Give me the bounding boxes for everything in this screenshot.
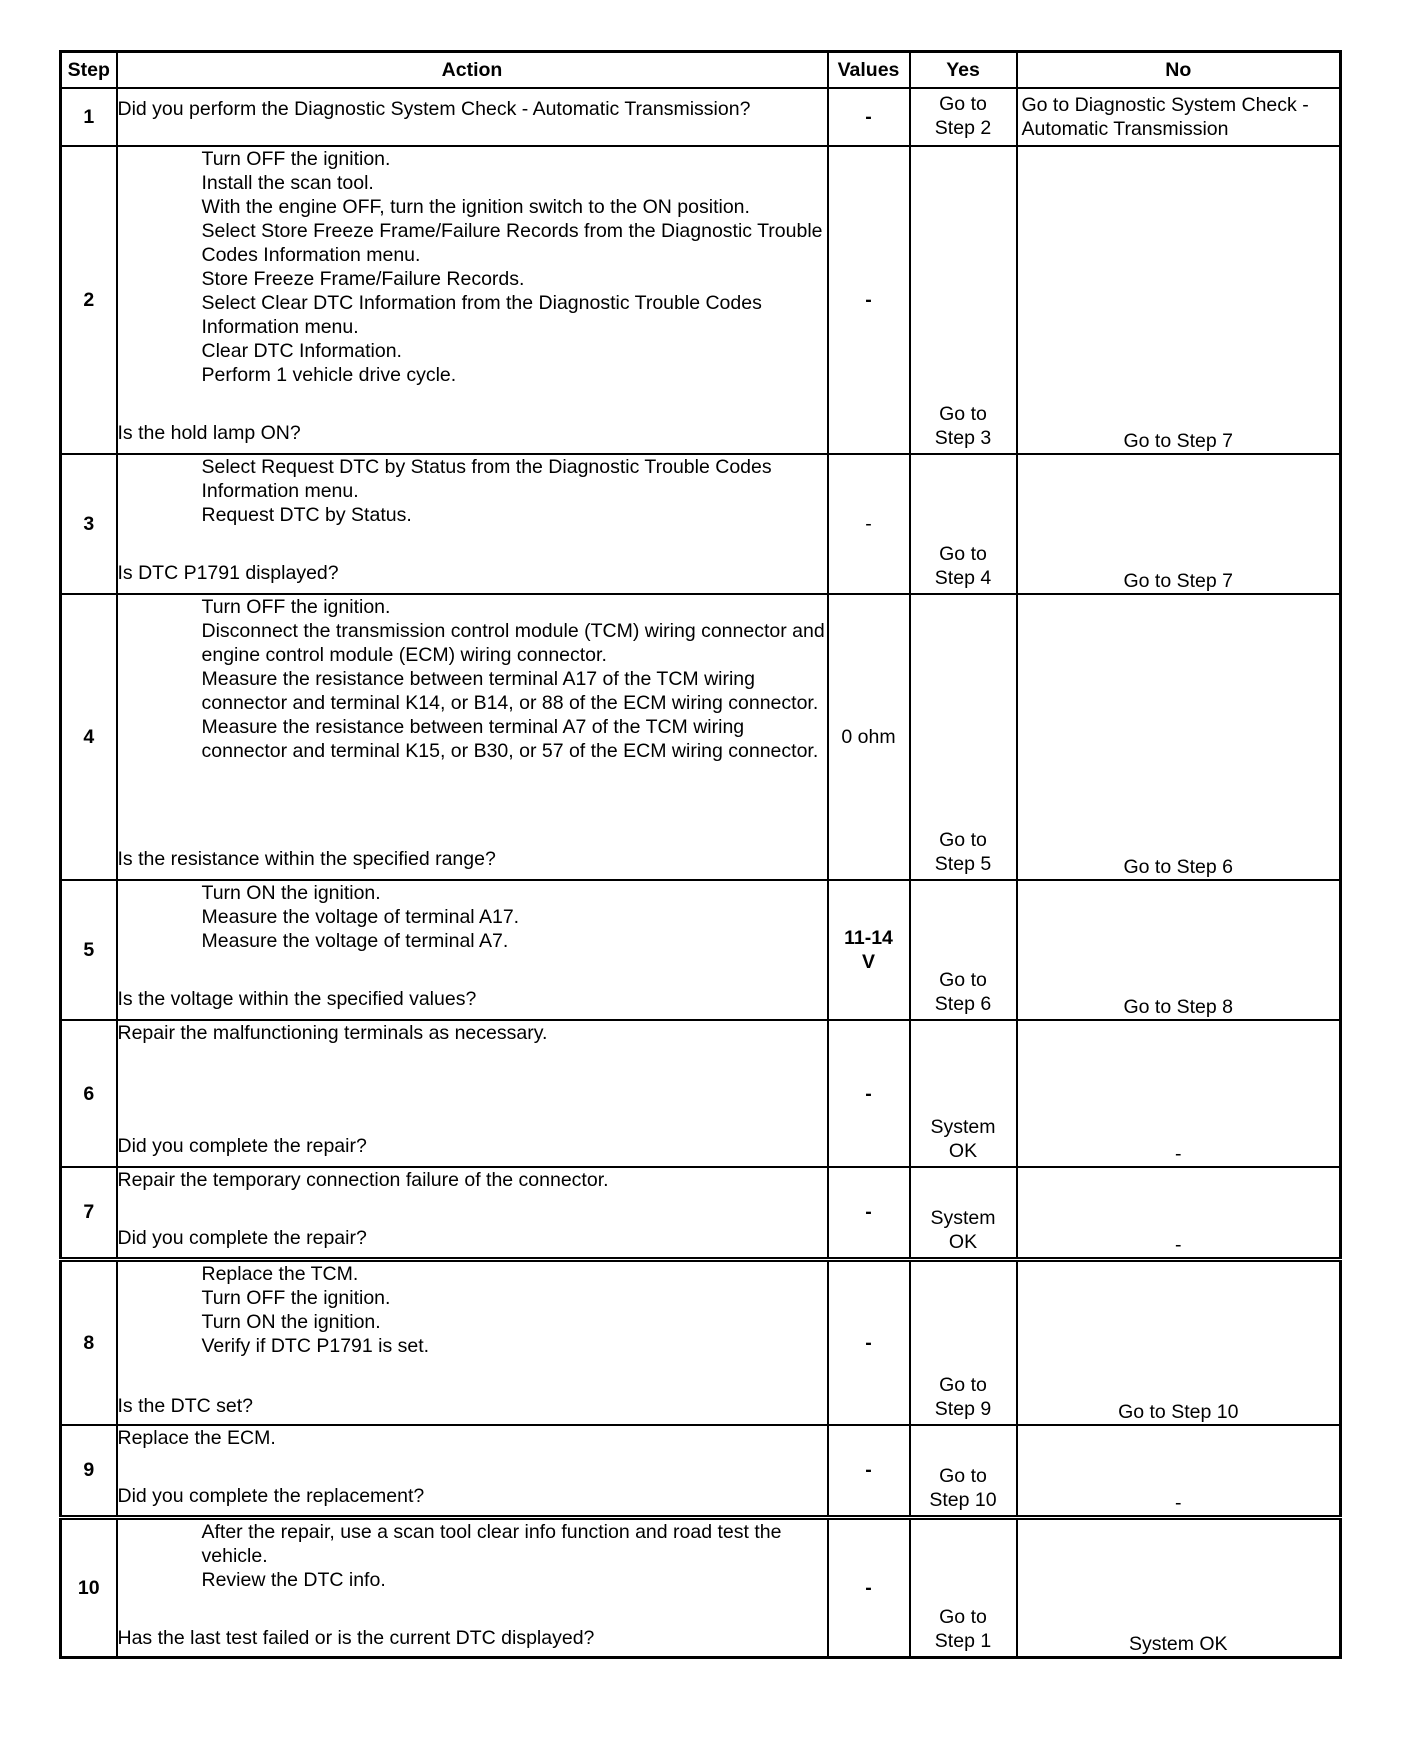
header-action: Action	[117, 52, 828, 89]
instruction-line: Perform 1 vehicle drive cycle.	[201, 364, 457, 386]
header-values: Values	[828, 52, 910, 89]
instruction-line: Measure the voltage of terminal A17.	[201, 906, 520, 928]
instruction-line: Install the scan tool.	[201, 172, 374, 194]
action-cell	[117, 880, 828, 1020]
no-cell: -	[1017, 1167, 1341, 1259]
step-number: 2	[61, 146, 117, 454]
table-row	[61, 1020, 1341, 1167]
action-instructions	[118, 595, 827, 763]
action-content	[118, 1168, 827, 1250]
action-cell	[117, 594, 828, 880]
step-number: 5	[61, 880, 117, 1020]
action-cell	[117, 1259, 828, 1425]
yes-cell: System OK	[910, 1020, 1017, 1167]
instruction-line: Turn ON the ignition.	[201, 1310, 381, 1333]
action-cell	[117, 1425, 828, 1517]
action-content	[118, 1021, 827, 1158]
table-row	[61, 594, 1341, 880]
instruction-line: Select Store Freeze Frame/Failure Records from the Diagnostic Trouble Codes Information menu.	[201, 220, 823, 266]
values-cell: -	[828, 1517, 910, 1657]
action-content	[118, 595, 827, 871]
instruction-line: Turn OFF the ignition.	[201, 596, 391, 618]
action-content	[118, 1262, 827, 1418]
yes-cell: System OK	[910, 1167, 1017, 1259]
no-cell: Go to Step 8	[1017, 880, 1341, 1020]
no-cell: -	[1017, 1020, 1341, 1167]
instruction-line: With the engine OFF, turn the ignition switch to the ON position.	[201, 196, 750, 218]
no-cell: Go to Step 6	[1017, 594, 1341, 880]
table-row	[61, 1167, 1341, 1259]
instruction-line: Request DTC by Status.	[201, 504, 412, 526]
values-cell: -	[828, 88, 910, 146]
action-instructions	[118, 1021, 827, 1045]
action-content	[118, 1426, 827, 1508]
yes-cell: Go to Step 6	[910, 880, 1017, 1020]
values-cell: -	[828, 1259, 910, 1425]
action-question: Is the resistance within the specified range?	[117, 848, 496, 870]
step-number: 7	[61, 1167, 117, 1259]
yes-cell: Go to Step 4	[910, 454, 1017, 594]
action-question: Has the last test failed or is the current DTC displayed?	[117, 1626, 595, 1649]
diagnostic-table-sheet	[59, 50, 1339, 1659]
yes-cell: Go to Step 5	[910, 594, 1017, 880]
action-cell	[117, 146, 828, 454]
instruction-line: Turn ON the ignition.	[201, 882, 381, 904]
action-question: Did you complete the repair?	[117, 1227, 367, 1249]
instruction-line: After the repair, use a scan tool clear info function and road test the vehicle.	[201, 1520, 782, 1567]
yes-cell: Go to Step 9	[910, 1259, 1017, 1425]
action-question: Is the hold lamp ON?	[117, 422, 301, 444]
step-number: 10	[61, 1517, 117, 1657]
yes-cell: Go to Step 10	[910, 1425, 1017, 1517]
action-question: Is the voltage within the specified values?	[117, 988, 477, 1010]
instruction-line: Replace the TCM.	[201, 1262, 359, 1285]
table-row	[61, 1259, 1341, 1425]
step-number: 1	[61, 88, 117, 146]
action-cell	[117, 1020, 828, 1167]
values-cell: -	[828, 1020, 910, 1167]
values-cell: -	[828, 1425, 910, 1517]
action-instructions	[118, 1168, 827, 1192]
action-question: Did you perform the Diagnostic System Check - Automatic Transmission?	[117, 98, 751, 120]
instruction-line: Select Request DTC by Status from the Diagnostic Trouble Codes Information menu.	[201, 456, 772, 502]
table-row	[61, 1517, 1341, 1657]
action-content	[118, 455, 827, 585]
action-instructions	[118, 881, 827, 953]
action-content	[118, 881, 827, 1011]
table-body	[61, 88, 1341, 1657]
step-number: 8	[61, 1259, 117, 1425]
yes-cell: Go to Step 2	[910, 88, 1017, 146]
action-content	[118, 147, 827, 445]
action-instructions	[118, 1426, 827, 1450]
instruction-line: Select Clear DTC Information from the Diagnostic Trouble Codes Information menu.	[201, 292, 762, 338]
instruction-line: Disconnect the transmission control module (TCM) wiring connector and engine control module (ECM) wiring connector.	[201, 620, 825, 666]
instruction-line: Turn OFF the ignition.	[201, 1286, 391, 1309]
action-content	[118, 89, 827, 137]
action-question: Is the DTC set?	[117, 1394, 253, 1417]
instruction-line: Measure the resistance between terminal A17 of the TCM wiring connector and terminal K14, or B14, or 88 of the ECM wiring connector.	[201, 668, 819, 714]
instruction-line: Measure the resistance between terminal A7 of the TCM wiring connector and terminal K15, or B30, or 57 of the ECM wiring connector.	[201, 716, 819, 762]
no-cell: Go to Diagnostic System Check - Automatic Transmission	[1017, 88, 1341, 146]
no-cell: Go to Step 7	[1017, 454, 1341, 594]
action-cell	[117, 1517, 828, 1657]
action-instructions	[118, 455, 827, 527]
header-no: No	[1017, 52, 1341, 89]
action-question: Did you complete the repair?	[117, 1135, 367, 1157]
action-cell	[117, 1167, 828, 1259]
instruction-line: Measure the voltage of terminal A7.	[201, 930, 509, 952]
action-cell	[117, 454, 828, 594]
values-cell: 11-14 V	[828, 880, 910, 1020]
values-cell: -	[828, 1167, 910, 1259]
header-row	[61, 52, 1341, 89]
no-cell: System OK	[1017, 1517, 1341, 1657]
values-cell: -	[828, 454, 910, 594]
diagnostic-table	[59, 50, 1342, 1659]
action-question: Did you complete the replacement?	[117, 1485, 425, 1507]
action-instructions	[118, 1520, 827, 1592]
instruction-line: Turn OFF the ignition.	[201, 148, 391, 170]
step-number: 6	[61, 1020, 117, 1167]
action-cell	[117, 88, 828, 146]
instruction-line: Review the DTC info.	[201, 1568, 386, 1591]
action-instructions	[118, 1262, 827, 1358]
no-cell: -	[1017, 1425, 1341, 1517]
header-yes: Yes	[910, 52, 1017, 89]
values-cell: -	[828, 146, 910, 454]
action-instructions	[118, 147, 827, 387]
action-content	[118, 1520, 827, 1650]
no-cell: Go to Step 10	[1017, 1259, 1341, 1425]
instruction-line: Store Freeze Frame/Failure Records.	[201, 268, 525, 290]
yes-cell: Go to Step 1	[910, 1517, 1017, 1657]
header-step: Step	[61, 52, 117, 89]
no-cell: Go to Step 7	[1017, 146, 1341, 454]
instruction-line: Clear DTC Information.	[201, 340, 402, 362]
table-row	[61, 880, 1341, 1020]
table-row	[61, 1425, 1341, 1517]
instruction-line: Verify if DTC P1791 is set.	[201, 1334, 430, 1357]
step-number: 4	[61, 594, 117, 880]
values-cell: 0 ohm	[828, 594, 910, 880]
action-text: Repair the temporary connection failure of the connector.	[117, 1169, 609, 1191]
action-text: Repair the malfunctioning terminals as necessary.	[117, 1022, 548, 1044]
yes-cell: Go to Step 3	[910, 146, 1017, 454]
table-row	[61, 88, 1341, 146]
step-number: 3	[61, 454, 117, 594]
table-row	[61, 454, 1341, 594]
table-row	[61, 146, 1341, 454]
action-question: Is DTC P1791 displayed?	[117, 562, 339, 584]
step-number: 9	[61, 1425, 117, 1517]
action-text: Replace the ECM.	[117, 1427, 276, 1449]
